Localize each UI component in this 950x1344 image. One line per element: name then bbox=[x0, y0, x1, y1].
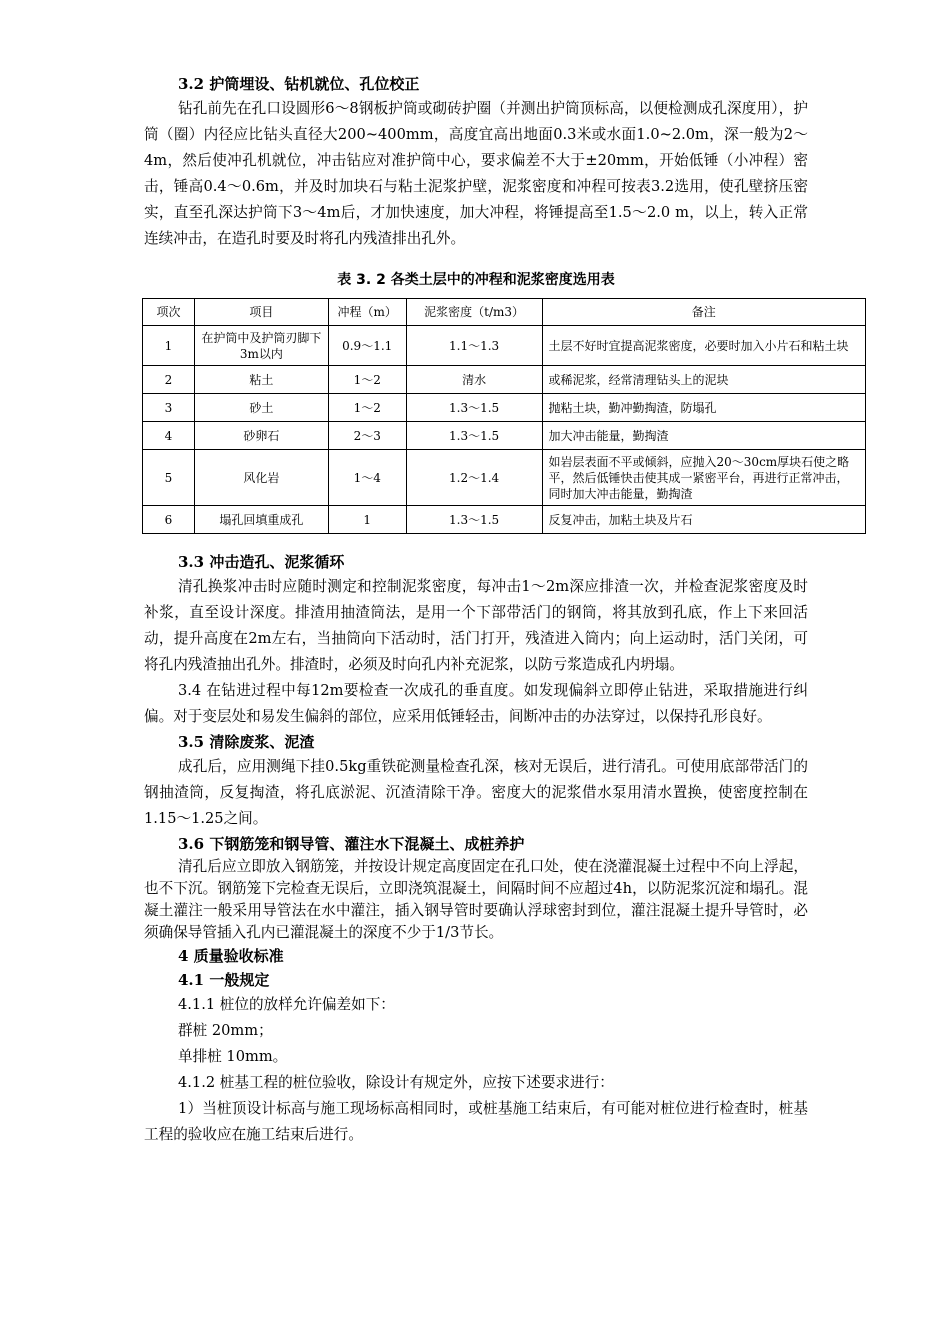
cell-index: 5 bbox=[143, 450, 195, 506]
cell-stroke: 1～2 bbox=[328, 394, 406, 422]
header-item: 项目 bbox=[194, 299, 328, 326]
section-3-2-paragraph: 钻孔前先在孔口设圆形6～8钢板护筒或砌砖护圈（并测出护筒顶标高，以便检测成孔深度用），护筒（圈）内径应比钻头直径大200~400mm，高度宜高出地面0.3米或水面1.0~2.0m，深一般为2～4m，然后使冲孔机就位，冲击钻应对准护筒中心，要求偏差不大于±20mm，开始低锤（小冲程）密击，锤高0.4～0.6m，并及时加块石与粘土泥浆护壁，泥浆密度和冲程可按表3.2选用，使孔壁挤压密实，直至孔深达护筒下3～4m后，才加快速度，加大冲程，将锤提高至1.5～2.0 m，以上，转入正常连续冲击，在造孔时要及时将孔内残渣排出孔外。 bbox=[144, 100, 808, 247]
cell-stroke: 0.9～1.1 bbox=[328, 326, 406, 366]
section-3-3-heading: 3.3 冲击造孔、泥浆循环 bbox=[178, 553, 345, 571]
section-3-6-paragraph: 清孔后应立即放入钢筋笼，并按设计规定高度固定在孔口处，使在浇灌混凝土过程中不向上浮起，也不下沉。钢筋笼下完检查无误后，立即浇筑混凝土，间隔时间不应超过4h，以防泥浆沉淀和塌孔。混凝土灌注一般采用导管法在水中灌注，插入钢导管时要确认浮球密封到位，灌注混凝土提升导管时，必须确保导管插入孔内已灌混凝土的深度不少于1/3节长。 bbox=[144, 858, 808, 941]
cell-density: 1.3～1.5 bbox=[406, 506, 542, 534]
section-4-1-heading: 4.1 一般规定 bbox=[178, 971, 270, 989]
cell-index: 1 bbox=[143, 326, 195, 366]
cell-remarks: 或稀泥浆，经常清理钻头上的泥块 bbox=[542, 366, 865, 394]
cell-index: 4 bbox=[143, 422, 195, 450]
cell-index: 2 bbox=[143, 366, 195, 394]
cell-item: 砂卵石 bbox=[194, 422, 328, 450]
cell-stroke: 2～3 bbox=[328, 422, 406, 450]
single-row-pile-tolerance: 单排桩 10mm。 bbox=[178, 1048, 288, 1065]
cell-item: 在护筒中及护筒刃脚下3m以内 bbox=[194, 326, 328, 366]
group-pile-tolerance: 群桩 20mm； bbox=[178, 1022, 273, 1039]
stroke-mud-density-table bbox=[142, 298, 866, 534]
document-page bbox=[144, 72, 850, 1148]
cell-item: 塌孔回填重成孔 bbox=[194, 506, 328, 534]
section-3-2-heading: 3.2 护筒埋设、钻机就位、孔位校正 bbox=[178, 75, 420, 93]
clause-4-1-2-item-1: 1）当桩顶设计标高与施工现场标高相同时，或桩基施工结束后，有可能对桩位进行检查时，桩基工程的验收应在施工结束后进行。 bbox=[144, 1100, 808, 1143]
table-row bbox=[143, 422, 866, 450]
cell-stroke: 1～4 bbox=[328, 450, 406, 506]
section-3-4-paragraph: 3.4 在钻进过程中每12m要检查一次成孔的垂直度。如发现偏斜立即停止钻进，采取措施进行纠偏。对于变层处和易发生偏斜的部位，应采用低锤轻击，间断冲击的办法穿过，以保持孔形良好。 bbox=[144, 682, 808, 725]
cell-item: 粘土 bbox=[194, 366, 328, 394]
cell-remarks: 加大冲击能量，勤掏渣 bbox=[542, 422, 865, 450]
header-index: 项次 bbox=[143, 299, 195, 326]
cell-item: 风化岩 bbox=[194, 450, 328, 506]
cell-item: 砂土 bbox=[194, 394, 328, 422]
section-3-3-paragraph: 清孔换浆冲击时应随时测定和控制泥浆密度，每冲击1～2m深应排渣一次，并检查泥浆密度及时补浆，直至设计深度。排渣用抽渣筒法，是用一个下部带活门的钢筒，将其放到孔底，作上下来回活动，提升高度在2m左右，当抽筒向下活动时，活门打开，残渣进入筒内；向上运动时，活门关闭，可将孔内残渣抽出孔外。排渣时，必须及时向孔内补充泥浆，以防亏浆造成孔内坍塌。 bbox=[144, 578, 808, 673]
section-3-5-heading: 3.5 清除废浆、泥渣 bbox=[178, 733, 315, 751]
table-header-row bbox=[143, 299, 866, 326]
table-row bbox=[143, 394, 866, 422]
cell-remarks: 土层不好时宜提高泥浆密度，必要时加入小片石和粘土块 bbox=[542, 326, 865, 366]
cell-remarks: 抛粘土块，勤冲勤掏渣，防塌孔 bbox=[542, 394, 865, 422]
table-row bbox=[143, 506, 866, 534]
header-stroke: 冲程（m） bbox=[328, 299, 406, 326]
table-row bbox=[143, 366, 866, 394]
cell-remarks: 如岩层表面不平或倾斜，应抛入20～30cm厚块石使之略平，然后低锤快击使其成一紧密平台，再进行正常冲击，同时加大冲击能量，勤掏渣 bbox=[542, 450, 865, 506]
cell-index: 3 bbox=[143, 394, 195, 422]
header-mud-density: 泥浆密度（t/m3） bbox=[406, 299, 542, 326]
cell-index: 6 bbox=[143, 506, 195, 534]
section-3-5-paragraph: 成孔后，应用测绳下挂0.5kg重铁砣测量检查孔深，核对无误后，进行清孔。可使用底部带活门的钢抽渣筒，反复掏渣，将孔底淤泥、沉渣清除干净。密度大的泥浆借水泵用清水置换，使密度控制在1.15～1.25之间。 bbox=[144, 758, 808, 827]
cell-density: 1.3～1.5 bbox=[406, 422, 542, 450]
cell-stroke: 1～2 bbox=[328, 366, 406, 394]
cell-density: 1.2～1.4 bbox=[406, 450, 542, 506]
cell-remarks: 反复冲击，加粘土块及片石 bbox=[542, 506, 865, 534]
clause-4-1-2: 4.1.2 桩基工程的桩位验收，除设计有规定外，应按下述要求进行： bbox=[178, 1074, 614, 1091]
cell-density: 1.3～1.5 bbox=[406, 394, 542, 422]
cell-stroke: 1 bbox=[328, 506, 406, 534]
table-caption: 表 3. 2 各类土层中的冲程和泥浆密度选用表 bbox=[337, 272, 615, 288]
cell-density: 1.1～1.3 bbox=[406, 326, 542, 366]
table-row bbox=[143, 450, 866, 506]
section-4-heading: 4 质量验收标准 bbox=[178, 947, 284, 965]
clause-4-1-1: 4.1.1 桩位的放样允许偏差如下： bbox=[178, 996, 395, 1013]
section-3-6-heading: 3.6 下钢筋笼和钢导管、灌注水下混凝土、成桩养护 bbox=[178, 835, 525, 853]
table-row bbox=[143, 326, 866, 366]
header-remarks: 备注 bbox=[542, 299, 865, 326]
cell-density: 清水 bbox=[406, 366, 542, 394]
